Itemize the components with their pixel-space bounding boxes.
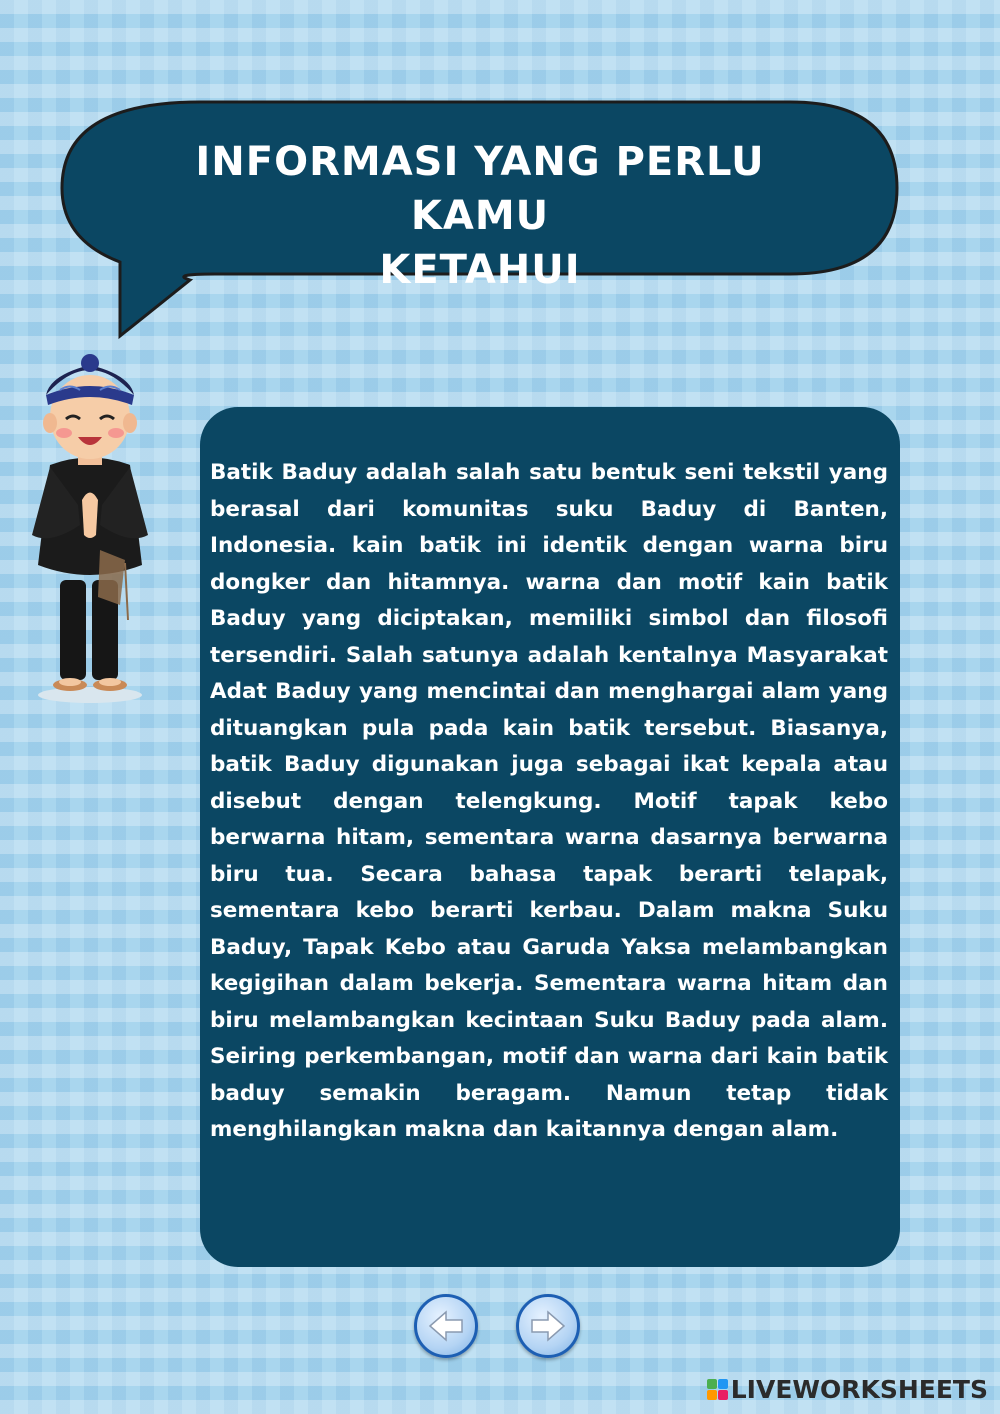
info-card	[200, 407, 900, 1267]
arrow-right-icon	[528, 1308, 568, 1344]
bubble-title-line-1: INFORMASI YANG PERLU KAMU	[195, 139, 765, 239]
baduy-character-illustration	[20, 335, 160, 705]
next-page-button[interactable]	[516, 1294, 580, 1358]
arrow-left-icon	[426, 1308, 466, 1344]
liveworksheets-brand[interactable]	[707, 1375, 988, 1404]
liveworksheets-logo-icon	[707, 1379, 728, 1400]
brand-name: LIVEWORKSHEETS	[730, 1375, 988, 1404]
previous-page-button[interactable]	[414, 1294, 478, 1358]
bubble-title	[120, 135, 840, 297]
info-paragraph: Batik Baduy adalah salah satu bentuk seni tekstil yang berasal dari komunitas suku Baduy di Banten, Indonesia. kain batik ini identik dengan warna biru dongker dan hitamnya. warna dan motif kain batik Baduy yang diciptakan, memiliki simbol dan filosofi tersendiri. Salah satunya adalah kentalnya Masyarakat Adat Baduy yang mencintai dan menghargai alam yang dituangkan pula pada kain batik tersebut. Biasanya, batik Baduy digunakan juga sebagai ikat kepala atau disebut dengan telengkung. Motif tapak kebo berwarna hitam, sementara warna dasarnya berwarna biru tua. Secara bahasa tapak berarti telapak, sementara kebo berarti kerbau. Dalam makna Suku Baduy, Tapak Kebo atau Garuda Yaksa melambangkan kegigihan dalam bekerja. Sementara warna hitam dan biru melambangkan kecintaan Suku Baduy pada alam. Seiring perkembangan, motif dan warna dari kain batik baduy semakin beragam. Namun tetap tidak menghilangkan makna dan kaitannya dengan alam.	[210, 460, 888, 1142]
bubble-title-line-2: KETAHUI	[379, 247, 581, 293]
